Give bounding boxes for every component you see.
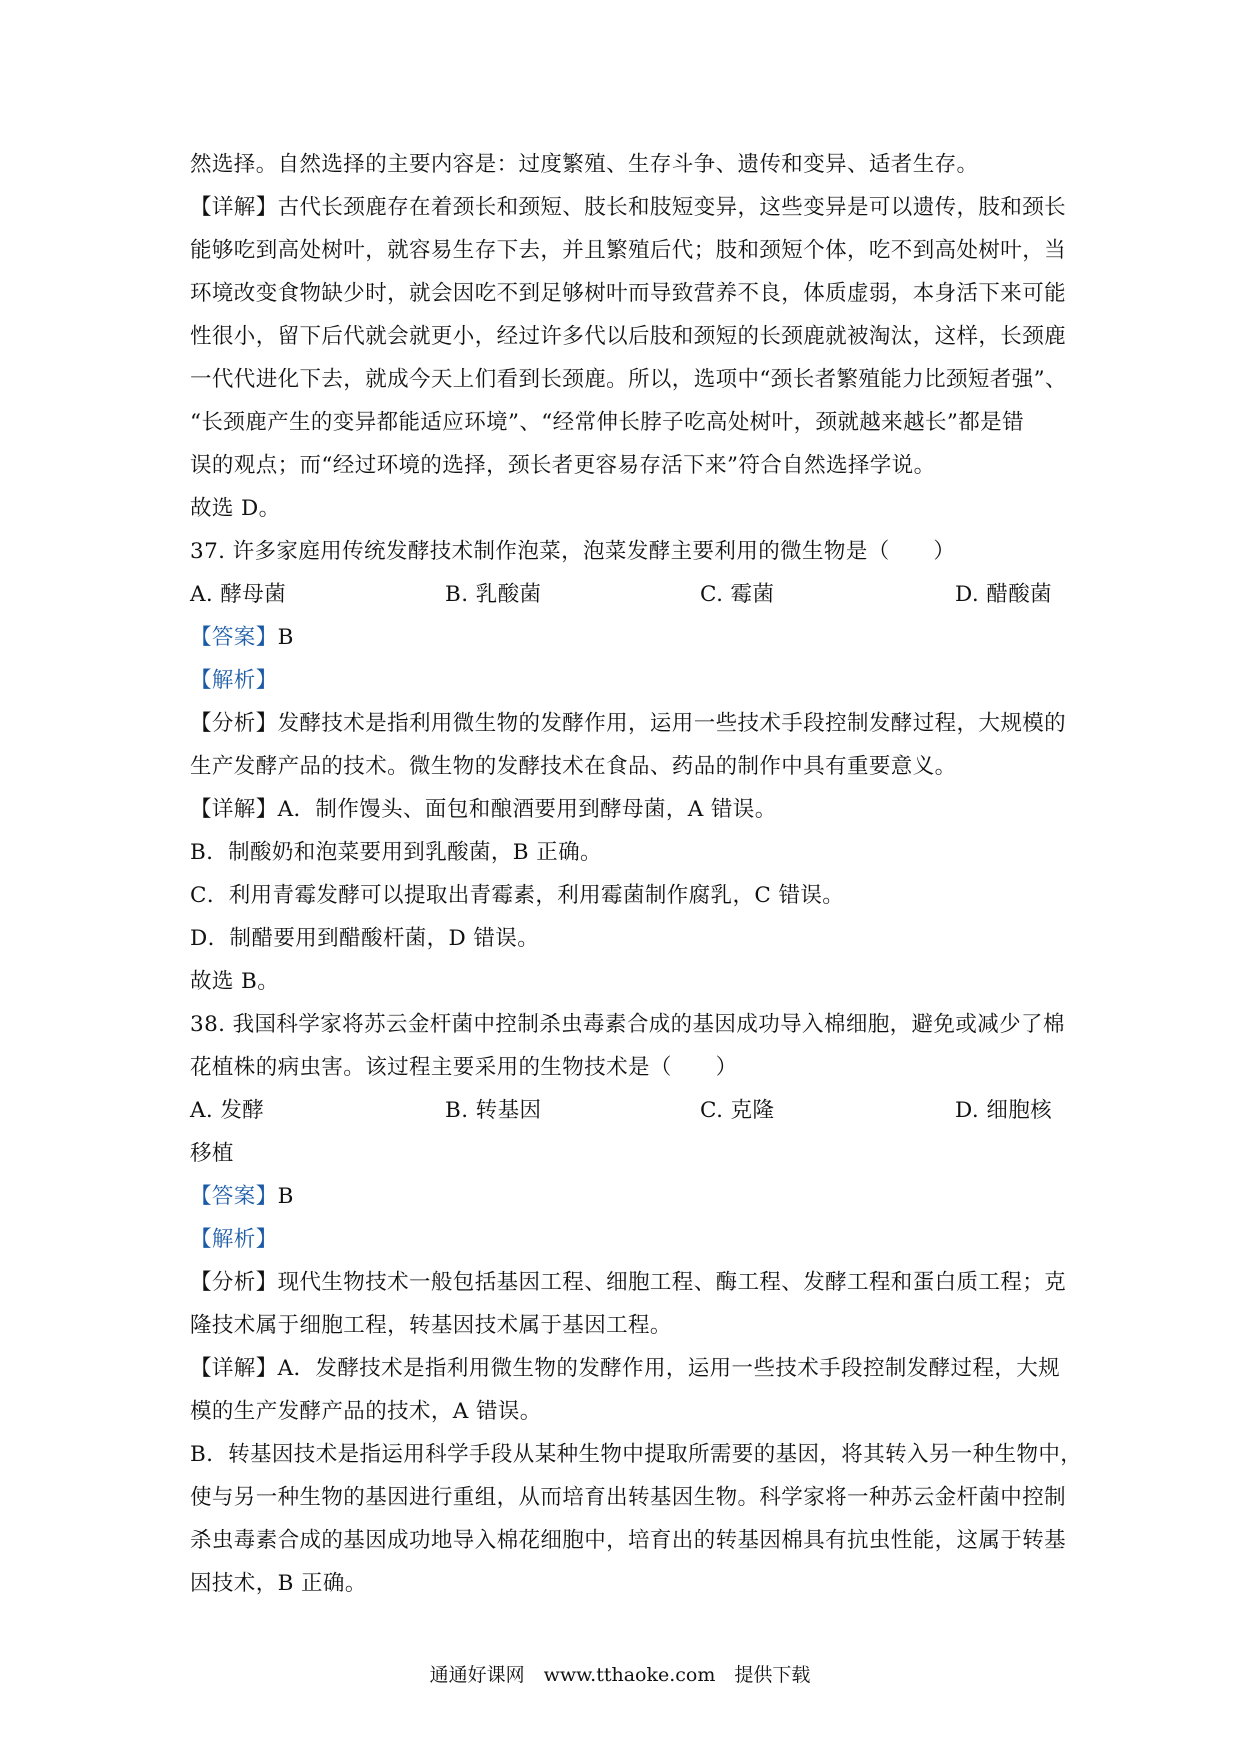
fenxi-tag: 【分析】 xyxy=(190,1270,278,1295)
detail-tag: 【详解】 xyxy=(190,797,278,822)
answer-line xyxy=(190,1175,1065,1218)
option-d: D. 醋酸菌 xyxy=(955,582,1053,607)
question-37-options xyxy=(190,573,1065,616)
detail-line: 使与另一种生物的基因进行重组，从而培育出转基因生物。科学家将一种苏云金杆菌中控制 xyxy=(190,1485,1067,1510)
detail-line: C．利用青霉发酵可以提取出青霉素，利用霉菌制作腐乳，C 错误。 xyxy=(190,883,845,908)
fenxi-line: 生产发酵产品的技术。微生物的发酵技术在食品、药品的制作中具有重要意义。 xyxy=(190,754,957,779)
question-38-options xyxy=(190,1089,1065,1132)
option-c: C. 霉菌 xyxy=(700,582,775,607)
question-37-stem: 37. 许多家庭用传统发酵技术制作泡菜，泡菜发酵主要利用的微生物是（ ） xyxy=(190,539,956,564)
answer-line xyxy=(190,616,1065,659)
analysis-tag: 【解析】 xyxy=(190,668,278,693)
detail-line: 能够吃到高处树叶，就容易生存下去，并且繁殖后代；肢和颈短个体，吃不到高处树叶，当 xyxy=(190,238,1067,263)
detail-line: D．制醋要用到醋酸杆菌，D 错误。 xyxy=(190,926,540,951)
question-38-stem-cont: 花植株的病虫害。该过程主要采用的生物技术是（ ） xyxy=(190,1055,738,1080)
detail-line: B．转基因技术是指运用科学手段从某种生物中提取所需要的基因，将其转入另一种生物中， xyxy=(190,1442,1083,1467)
choice-line: 故选 D。 xyxy=(190,496,281,521)
detail-line: 性很小，留下后代就会就更小，经过许多代以后肢和颈短的长颈鹿就被淘汰，这样，长颈鹿 xyxy=(190,324,1067,349)
answer-value: B xyxy=(277,1184,294,1209)
detail-tag: 【详解】 xyxy=(190,1356,278,1381)
document-body xyxy=(190,143,1083,1605)
answer-value: B xyxy=(277,625,294,650)
detail-tag: 【详解】 xyxy=(190,195,278,220)
page-footer: 通通好课网 www.tthaoke.com 提供下载 xyxy=(429,1664,811,1686)
fenxi-line: 隆技术属于细胞工程，转基因技术属于基因工程。 xyxy=(190,1313,672,1338)
detail-line: 【详解】A．发酵技术是指利用微生物的发酵作用，运用一些技术手段控制发酵过程，大规 xyxy=(190,1356,1061,1381)
option-a: A. 发酵 xyxy=(190,1098,265,1123)
detail-line: 模的生产发酵产品的技术，A 错误。 xyxy=(190,1399,542,1424)
detail-line: 【详解】A．制作馒头、面包和酿酒要用到酵母菌，A 错误。 xyxy=(190,797,777,822)
option-c: C. 克隆 xyxy=(700,1098,775,1123)
question-38-stem: 38. 我国科学家将苏云金杆菌中控制杀虫毒素合成的基因成功导入棉细胞，避免或减少了棉 xyxy=(190,1012,1065,1037)
answer-tag: 【答案】 xyxy=(190,625,278,650)
detail-line: 误的观点；而“经过环境的选择，颈长者更容易存活下来”符合自然选择学说。 xyxy=(190,453,936,478)
detail-line: 杀虫毒素合成的基因成功地导入棉花细胞中，培育出的转基因棉具有抗虫性能，这属于转基 xyxy=(190,1528,1067,1553)
answer-tag: 【答案】 xyxy=(190,1184,278,1209)
option-wrap-line: 移植 xyxy=(190,1141,234,1166)
option-d: D. 细胞核 xyxy=(955,1098,1053,1123)
option-b: B. 乳酸菌 xyxy=(445,582,542,607)
detail-line: 环境改变食物缺少时，就会因吃不到足够树叶而导致营养不良，体质虚弱，本身活下来可能 xyxy=(190,281,1067,306)
option-b: B. 转基因 xyxy=(445,1098,542,1123)
choice-line: 故选 B。 xyxy=(190,969,280,994)
detail-line: B．制酸奶和泡菜要用到乳酸菌，B 正确。 xyxy=(190,840,602,865)
fenxi-line: 【分析】现代生物技术一般包括基因工程、细胞工程、酶工程、发酵工程和蛋白质工程；克 xyxy=(190,1270,1067,1295)
detail-line: “长颈鹿产生的变异都能适应环境”、“经常伸长脖子吃高处树叶，颈就越来越长”都是错 xyxy=(190,410,1024,435)
fenxi-tag: 【分析】 xyxy=(190,711,278,736)
detail-line: 一代代进化下去，就成今天上们看到长颈鹿。所以，选项中“颈长者繁殖能力比颈短者强”、 xyxy=(190,367,1067,392)
detail-line: 【详解】古代长颈鹿存在着颈长和颈短、肢长和肢短变异，这些变异是可以遗传，肢和颈长 xyxy=(190,195,1067,220)
analysis-tag: 【解析】 xyxy=(190,1227,278,1252)
fenxi-line: 【分析】发酵技术是指利用微生物的发酵作用，运用一些技术手段控制发酵过程，大规模的 xyxy=(190,711,1067,736)
detail-line: 因技术，B 正确。 xyxy=(190,1571,367,1596)
option-a: A. 酵母菌 xyxy=(190,582,287,607)
paragraph: 然选择。自然选择的主要内容是：过度繁殖、生存斗争、遗传和变异、适者生存。 xyxy=(190,152,979,177)
